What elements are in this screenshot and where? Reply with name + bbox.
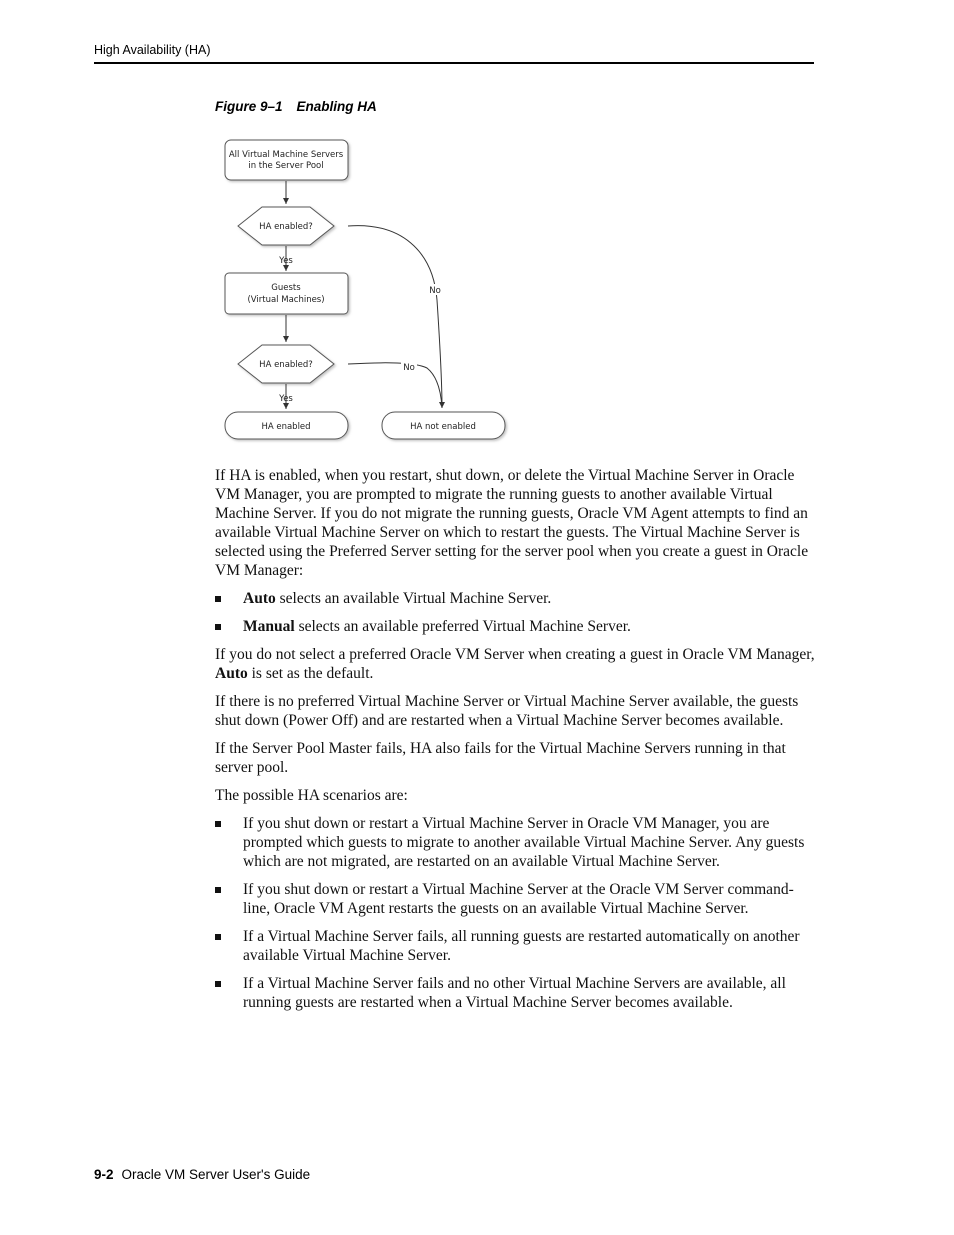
paragraph-no-preferred: If there is no preferred Virtual Machine Server or Virtual Machine Server available, the guests shut down (Power Off) and are restarted when a Virtual Machine Server becomes available. xyxy=(215,693,799,729)
default-term: Auto xyxy=(215,665,248,682)
scenario-text: If a Virtual Machine Server fails and no other Virtual Machine Servers are available, all running guests are restarted when a Virtual Machine Server becomes available. xyxy=(243,975,786,1011)
flow-node-guests xyxy=(225,273,348,314)
guests-line2: (Virtual Machines) xyxy=(247,295,325,305)
scenario-text: If you shut down or restart a Virtual Machine Server in Oracle VM Manager, you are prompted which guests to migrate to another available Virtual Machine Server. Any guests which are not migrated, are restarted on an available Virtual Machine Server. xyxy=(243,815,805,870)
edge-label-d2-yes: Yes xyxy=(279,394,293,404)
scenario-item xyxy=(215,880,815,918)
page-number: 9-2 xyxy=(94,1167,114,1182)
paragraph-default xyxy=(215,645,815,683)
edge-decision2-no xyxy=(348,363,442,408)
start-line2: in the Server Pool xyxy=(248,161,324,171)
flow-node-ha-not-enabled xyxy=(382,412,505,439)
start-line1: All Virtual Machine Servers xyxy=(228,150,344,160)
option-text: selects an available Virtual Machine Server. xyxy=(275,590,552,607)
bullet-icon xyxy=(215,821,221,827)
edge-label-d1-yes: Yes xyxy=(279,256,293,266)
edge-decision1-no xyxy=(348,226,442,408)
option-text: selects an available preferred Virtual Machine Server. xyxy=(294,618,631,635)
figure-caption xyxy=(215,99,377,114)
edge-label-d2-no: No xyxy=(403,363,415,373)
header-rule xyxy=(94,62,814,64)
book-title: Oracle VM Server User's Guide xyxy=(121,1167,311,1182)
bullet-icon xyxy=(215,981,221,987)
option-term: Manual xyxy=(243,618,295,635)
default-text-before: If you do not select a preferred Oracle VM Server when creating a guest in Oracle VM Manager, xyxy=(215,646,815,663)
flow-node-decision2 xyxy=(238,345,334,383)
figure-label: Figure 9–1 xyxy=(215,99,283,114)
running-head: High Availability (HA) xyxy=(94,43,211,57)
paragraph-scenarios-intro: The possible HA scenarios are: xyxy=(215,787,408,804)
decision1-label: HA enabled? xyxy=(259,222,313,232)
scenario-item xyxy=(215,814,815,871)
page-footer xyxy=(94,1167,310,1182)
ha-enabled-label: HA enabled xyxy=(261,422,311,432)
flowchart-diagram xyxy=(215,130,515,448)
paragraph-intro: If HA is enabled, when you restart, shut down, or delete the Virtual Machine Server in Oracle VM Manager, you are prompted to migrate the running guests to another available Virtual Machine Server. If you do not migrate the running guests, Oracle VM Agent attempts to find an available Virtual Machine Server on which to restart the guests. The Virtual Machine Server is selected using the Preferred Server setting for the server pool when you create a guest in Oracle VM Manager: xyxy=(215,467,809,579)
flow-node-ha-enabled xyxy=(225,412,348,439)
flow-node-start xyxy=(225,140,348,180)
scenario-text: If you shut down or restart a Virtual Machine Server at the Oracle VM Server command-line, Oracle VM Agent restarts the guests on an available Virtual Machine Server. xyxy=(243,881,794,917)
option-term: Auto xyxy=(243,590,276,607)
preferred-server-options-list xyxy=(215,589,815,636)
bullet-icon xyxy=(215,934,221,940)
option-item-manual xyxy=(215,617,815,636)
bullet-icon xyxy=(215,887,221,893)
default-text-after: is set as the default. xyxy=(247,665,374,682)
figure-title: Enabling HA xyxy=(296,99,377,114)
option-item-auto xyxy=(215,589,815,608)
decision2-label: HA enabled? xyxy=(259,360,313,370)
edge-label-d1-no: No xyxy=(429,286,441,296)
ha-scenarios-list xyxy=(215,814,815,1012)
bullet-icon xyxy=(215,596,221,602)
body-text xyxy=(215,466,815,1021)
bullet-icon xyxy=(215,624,221,630)
scenario-item xyxy=(215,974,815,1012)
paragraph-pool-master: If the Server Pool Master fails, HA also fails for the Virtual Machine Servers running in that server pool. xyxy=(215,740,786,776)
scenario-text: If a Virtual Machine Server fails, all running guests are restarted automatically on another available Virtual Machine Server. xyxy=(243,928,800,964)
guests-line1: Guests xyxy=(271,283,301,293)
flow-node-decision1 xyxy=(238,207,334,245)
ha-not-enabled-label: HA not enabled xyxy=(410,422,476,432)
scenario-item xyxy=(215,927,815,965)
